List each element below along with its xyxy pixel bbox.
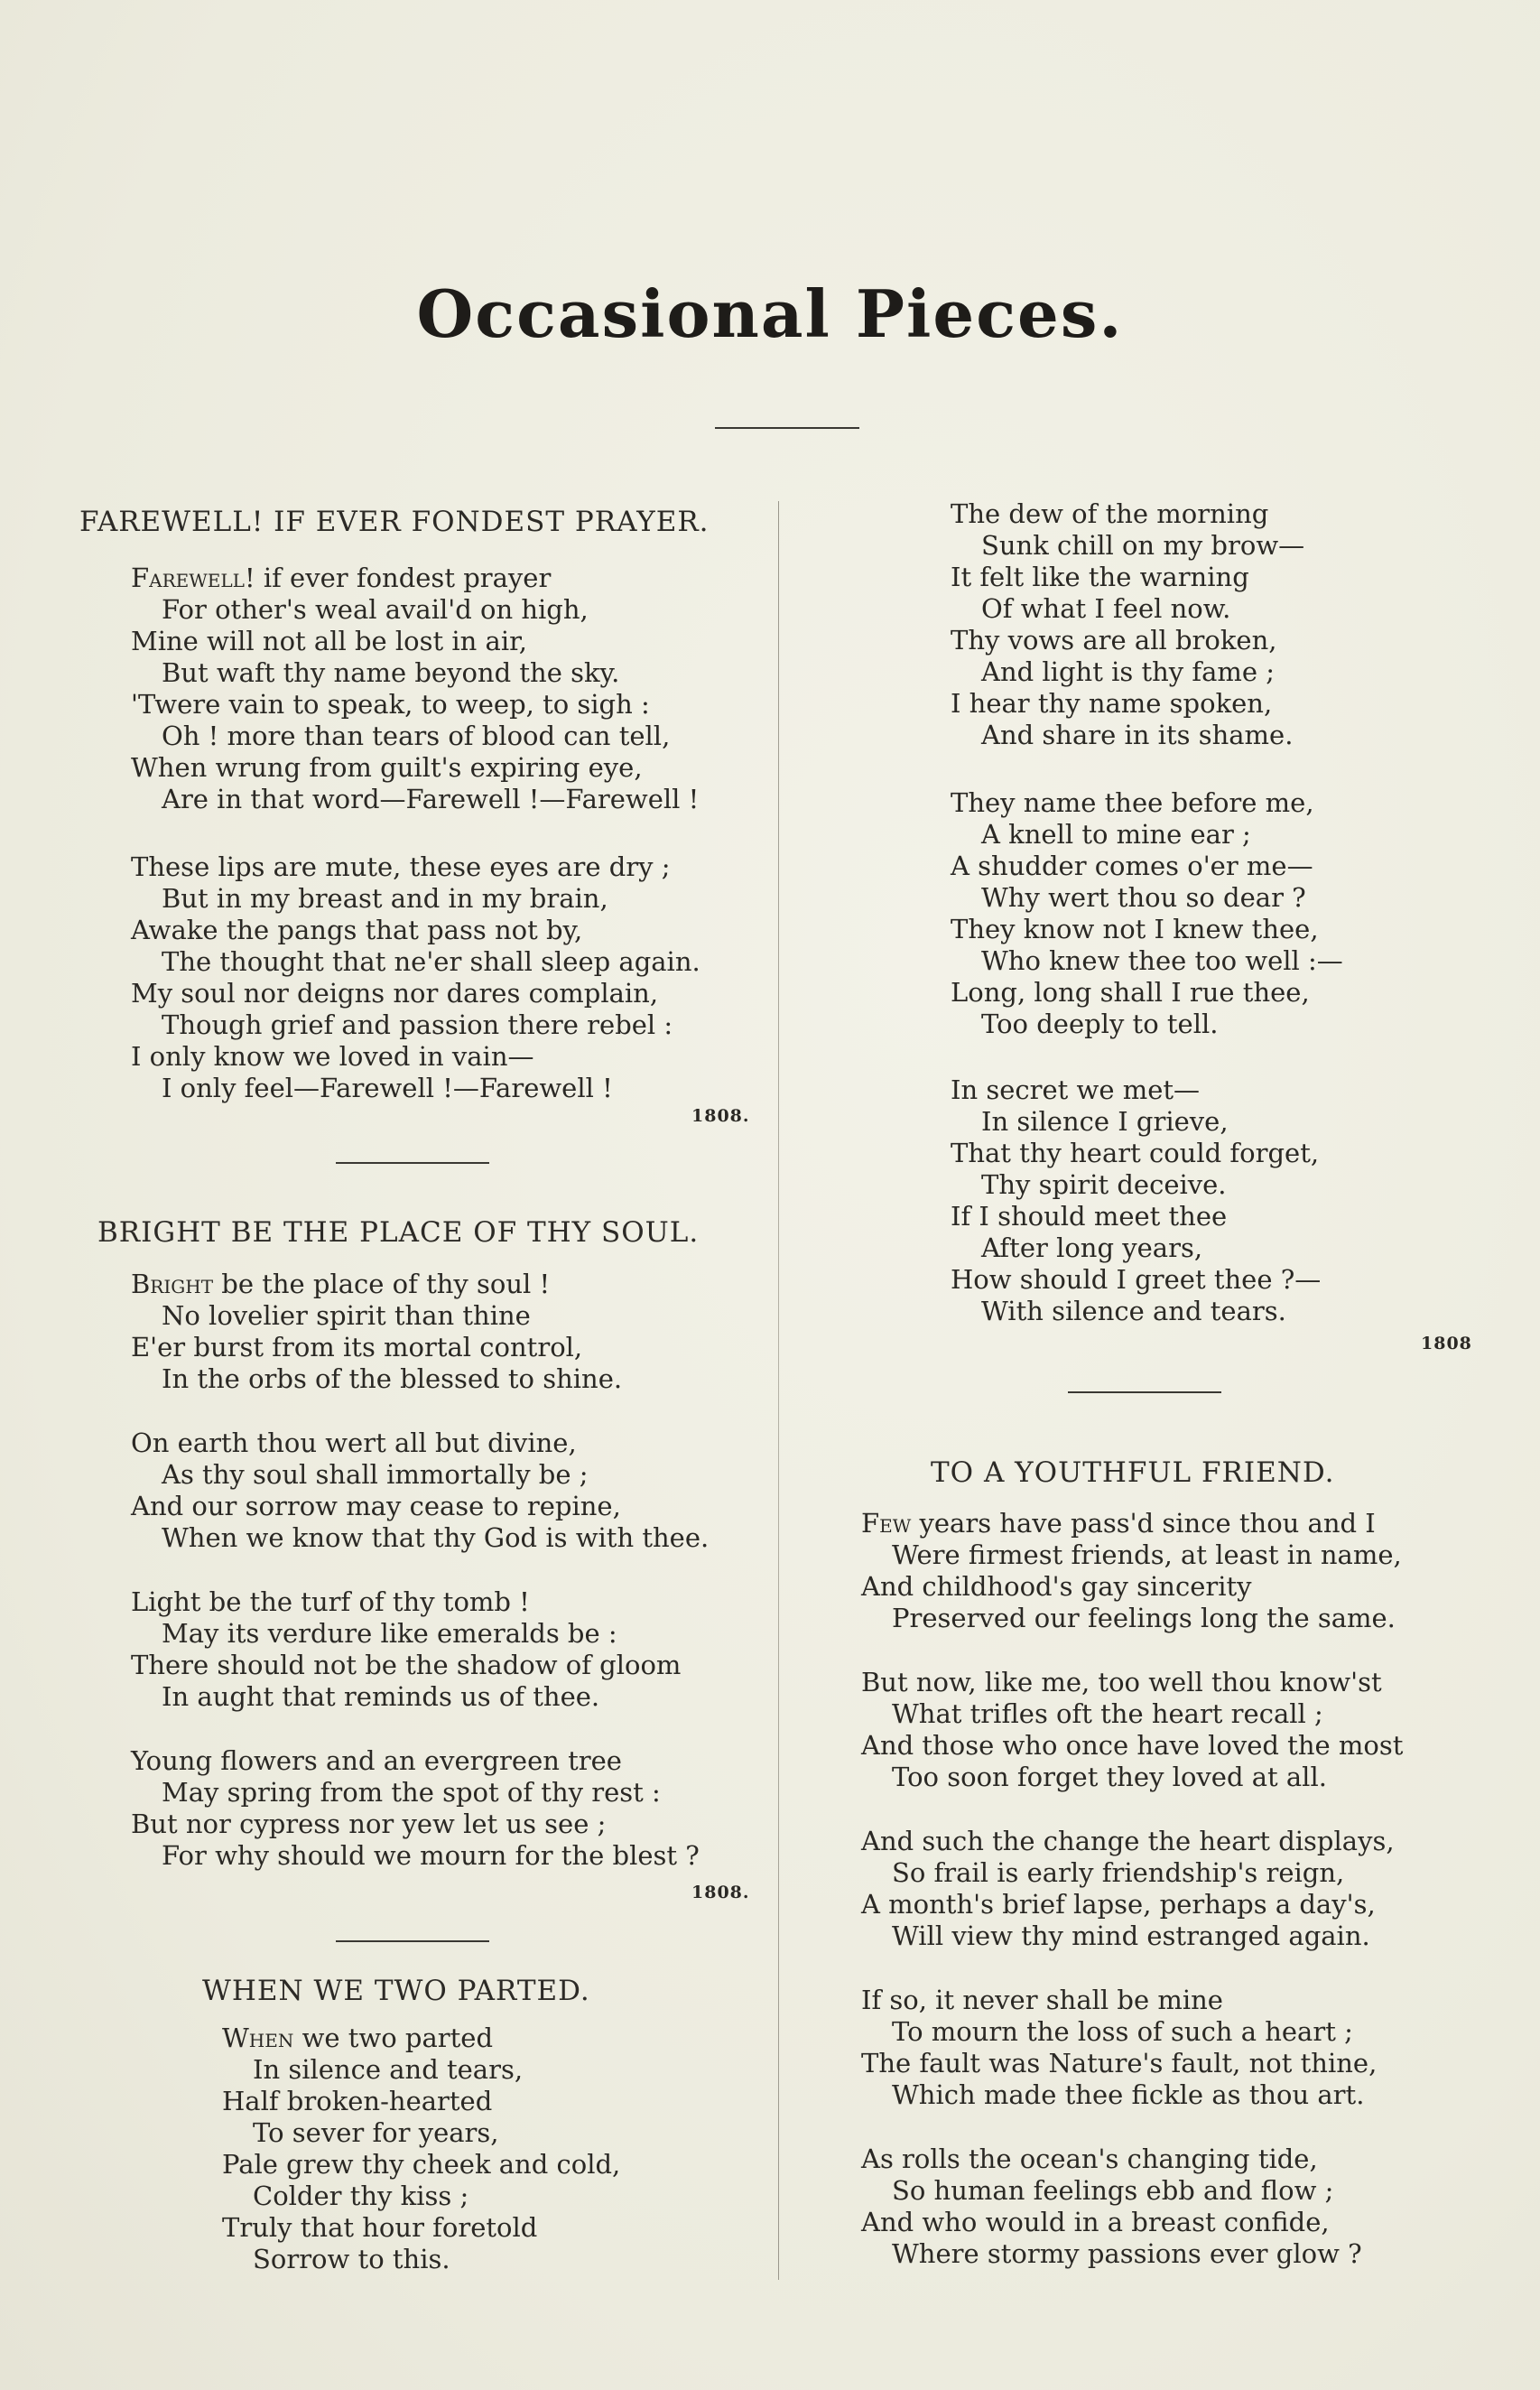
poem-line: To sever for years, bbox=[253, 2117, 499, 2148]
poem-line: But waft thy name beyond the sky. bbox=[162, 657, 620, 688]
poem-line: Awake the pangs that pass not by, bbox=[131, 915, 583, 945]
poem-date: 1808 bbox=[1421, 1334, 1472, 1353]
poem-line: A knell to mine ear ; bbox=[981, 819, 1251, 850]
poem-line: Too soon forget they loved at all. bbox=[892, 1762, 1327, 1792]
section-rule bbox=[336, 1162, 489, 1164]
poem-line: It felt like the warning bbox=[951, 562, 1249, 592]
parted-stanza-2 bbox=[951, 498, 1304, 751]
drop-word: Farewell bbox=[131, 563, 245, 593]
poem-line: Colder thy kiss ; bbox=[253, 2181, 469, 2211]
friend-stanza-5 bbox=[861, 2144, 1362, 2270]
poem-line: And such the change the heart displays, bbox=[861, 1826, 1395, 1856]
poem-line: Long, long shall I rue thee, bbox=[951, 977, 1310, 1008]
poem-line: And those who once have loved the most bbox=[861, 1730, 1404, 1761]
poem-line: I only feel—Farewell !—Farewell ! bbox=[162, 1073, 613, 1103]
poem-line: As rolls the ocean's changing tide, bbox=[861, 2144, 1318, 2174]
bright-stanza-4 bbox=[131, 1745, 700, 1872]
poem-line: E'er burst from its mortal control, bbox=[131, 1332, 583, 1362]
poem-line: Though grief and passion there rebel : bbox=[162, 1009, 673, 1040]
poem-line: In silence and tears, bbox=[253, 2054, 524, 2085]
poem-line: May spring from the spot of thy rest : bbox=[162, 1777, 661, 1808]
poem-line: In silence I grieve, bbox=[981, 1106, 1229, 1137]
friend-stanza-4 bbox=[861, 1985, 1377, 2111]
poem-line: On earth thou wert all but divine, bbox=[131, 1427, 577, 1458]
poem-line: As thy soul shall immortally be ; bbox=[162, 1459, 589, 1490]
poem-line: But in my breast and in my brain, bbox=[162, 883, 608, 914]
poem-line: Half broken-hearted bbox=[222, 2086, 493, 2116]
poem-line bbox=[222, 2023, 620, 2054]
poem-line: The dew of the morning bbox=[951, 498, 1269, 529]
title-rule bbox=[715, 427, 859, 429]
poem-line: I hear thy name spoken, bbox=[951, 688, 1273, 719]
poem-line: Oh ! more than tears of blood can tell, bbox=[162, 721, 671, 751]
poem-line: When wrung from guilt's expiring eye, bbox=[131, 752, 643, 783]
poem-line: I only know we loved in vain— bbox=[131, 1041, 534, 1072]
poem-line: Are in that word—Farewell !—Farewell ! bbox=[162, 784, 700, 814]
poem-line: So human feelings ebb and flow ; bbox=[892, 2175, 1334, 2206]
poem-line: And childhood's gay sincerity bbox=[861, 1571, 1252, 1602]
poem-line: Why wert thou so dear ? bbox=[981, 882, 1306, 913]
section-rule bbox=[1068, 1391, 1221, 1393]
poem-line: For other's weal avail'd on high, bbox=[162, 594, 589, 625]
poem-line: A shudder comes o'er me— bbox=[951, 851, 1313, 881]
line-text: we two parted bbox=[293, 2023, 494, 2053]
poem-line bbox=[131, 1269, 622, 1300]
poem-line: And who would in a breast confide, bbox=[861, 2207, 1330, 2237]
section-rule bbox=[336, 1940, 489, 1942]
friend-stanza-2 bbox=[861, 1667, 1403, 1793]
poem-date: 1808. bbox=[691, 1106, 750, 1126]
line-text: years have pass'd since thou and I bbox=[911, 1508, 1376, 1539]
poem-line: With silence and tears. bbox=[981, 1296, 1286, 1326]
poem-title-bright: BRIGHT BE THE PLACE OF THY SOUL. bbox=[97, 1216, 700, 1249]
poem-line: Too deeply to tell. bbox=[981, 1009, 1219, 1039]
poem-line: In aught that reminds us of thee. bbox=[162, 1681, 600, 1712]
poem-line: Of what I feel now. bbox=[981, 593, 1231, 624]
poem-line: Will view thy mind estranged again. bbox=[892, 1920, 1370, 1951]
poem-line: Were firmest friends, at least in name, bbox=[892, 1539, 1402, 1570]
poem-line: Which made thee fickle as thou art. bbox=[892, 2079, 1365, 2110]
poem-line: If I should meet thee bbox=[951, 1201, 1228, 1232]
line-text: ! if ever fondest prayer bbox=[244, 563, 552, 593]
poem-line: No lovelier spirit than thine bbox=[162, 1300, 531, 1331]
poem-line: So frail is early friendship's reign, bbox=[892, 1857, 1345, 1888]
poem-line: In the orbs of the blessed to shine. bbox=[162, 1363, 623, 1394]
poem-line: Thy vows are all broken, bbox=[951, 625, 1277, 656]
bright-stanza-3 bbox=[131, 1586, 681, 1713]
poem-title-farewell: FAREWELL! IF EVER FONDEST PRAYER. bbox=[79, 506, 710, 538]
poem-line: May its verdure like emeralds be : bbox=[162, 1618, 617, 1649]
poem-line: Preserved our feelings long the same. bbox=[892, 1603, 1396, 1633]
friend-stanza-1 bbox=[861, 1508, 1402, 1634]
poem-line: Thy spirit deceive. bbox=[981, 1169, 1227, 1200]
poem-line: The thought that ne'er shall sleep again. bbox=[162, 946, 700, 977]
poem-line bbox=[131, 563, 699, 594]
poem-line: What trifles oft the heart recall ; bbox=[892, 1698, 1323, 1729]
parted-stanza-4 bbox=[951, 1074, 1321, 1327]
poem-line: And light is thy fame ; bbox=[981, 656, 1276, 687]
farewell-stanza-2 bbox=[131, 851, 700, 1104]
column-divider bbox=[778, 501, 779, 2280]
poem-line: These lips are mute, these eyes are dry ; bbox=[131, 851, 671, 882]
page-title: Occasional Pieces. bbox=[416, 275, 1124, 352]
poem-line: Light be the turf of thy tomb ! bbox=[131, 1586, 530, 1617]
parted-stanza-3 bbox=[951, 787, 1343, 1040]
poem-line: To mourn the loss of such a heart ; bbox=[892, 2016, 1353, 2047]
drop-word: When bbox=[222, 2023, 294, 2053]
poem-line: But now, like me, too well thou know'st bbox=[861, 1667, 1382, 1697]
poem-line: Truly that hour foretold bbox=[222, 2212, 538, 2243]
poem-line: Young flowers and an evergreen tree bbox=[131, 1745, 622, 1776]
line-text: be the place of thy soul ! bbox=[213, 1269, 551, 1299]
poem-line: When we know that thy God is with thee. bbox=[162, 1522, 710, 1553]
bright-stanza-2 bbox=[131, 1427, 709, 1554]
poem-date: 1808. bbox=[691, 1883, 750, 1902]
poem-line: A month's brief lapse, perhaps a day's, bbox=[861, 1889, 1376, 1920]
poem-line bbox=[861, 1508, 1402, 1539]
poem-line: If so, it never shall be mine bbox=[861, 1985, 1223, 2015]
poem-line: And our sorrow may cease to repine, bbox=[131, 1491, 621, 1521]
poem-line: But nor cypress nor yew let us see ; bbox=[131, 1809, 607, 1839]
poem-title-friend: TO A YOUTHFUL FRIEND. bbox=[931, 1456, 1335, 1489]
poem-line: That thy heart could forget, bbox=[951, 1138, 1320, 1168]
poem-line: Sorrow to this. bbox=[253, 2244, 450, 2274]
bright-stanza-1 bbox=[131, 1269, 622, 1395]
parted-stanza-1 bbox=[222, 2023, 620, 2275]
poem-line: My soul nor deigns nor dares complain, bbox=[131, 978, 659, 1009]
poem-line: For why should we mourn for the blest ? bbox=[162, 1840, 700, 1871]
poem-line: Sunk chill on my brow— bbox=[981, 530, 1305, 561]
poem-line: 'Twere vain to speak, to weep, to sigh : bbox=[131, 689, 650, 720]
poem-line: How should I greet thee ?— bbox=[951, 1264, 1322, 1295]
poem-line: Pale grew thy cheek and cold, bbox=[222, 2149, 621, 2180]
poem-line: The fault was Nature's fault, not thine, bbox=[861, 2048, 1378, 2078]
poem-line: Where stormy passions ever glow ? bbox=[892, 2238, 1362, 2269]
drop-word: Bright bbox=[131, 1269, 214, 1299]
poem-title-parted: WHEN WE TWO PARTED. bbox=[202, 1975, 590, 2007]
poem-line: They name thee before me, bbox=[951, 787, 1314, 818]
poem-line: They know not I knew thee, bbox=[951, 914, 1319, 944]
poem-line: After long years, bbox=[981, 1232, 1203, 1263]
friend-stanza-3 bbox=[861, 1826, 1395, 1952]
poem-line: Who knew thee too well :— bbox=[981, 945, 1343, 976]
farewell-stanza-1 bbox=[131, 563, 699, 815]
poem-line: In secret we met— bbox=[951, 1074, 1201, 1105]
poem-line: And share in its shame. bbox=[981, 720, 1294, 750]
drop-word: Few bbox=[861, 1508, 912, 1539]
poem-line: Mine will not all be lost in air, bbox=[131, 626, 528, 656]
poem-line: There should not be the shadow of gloom bbox=[131, 1650, 682, 1680]
